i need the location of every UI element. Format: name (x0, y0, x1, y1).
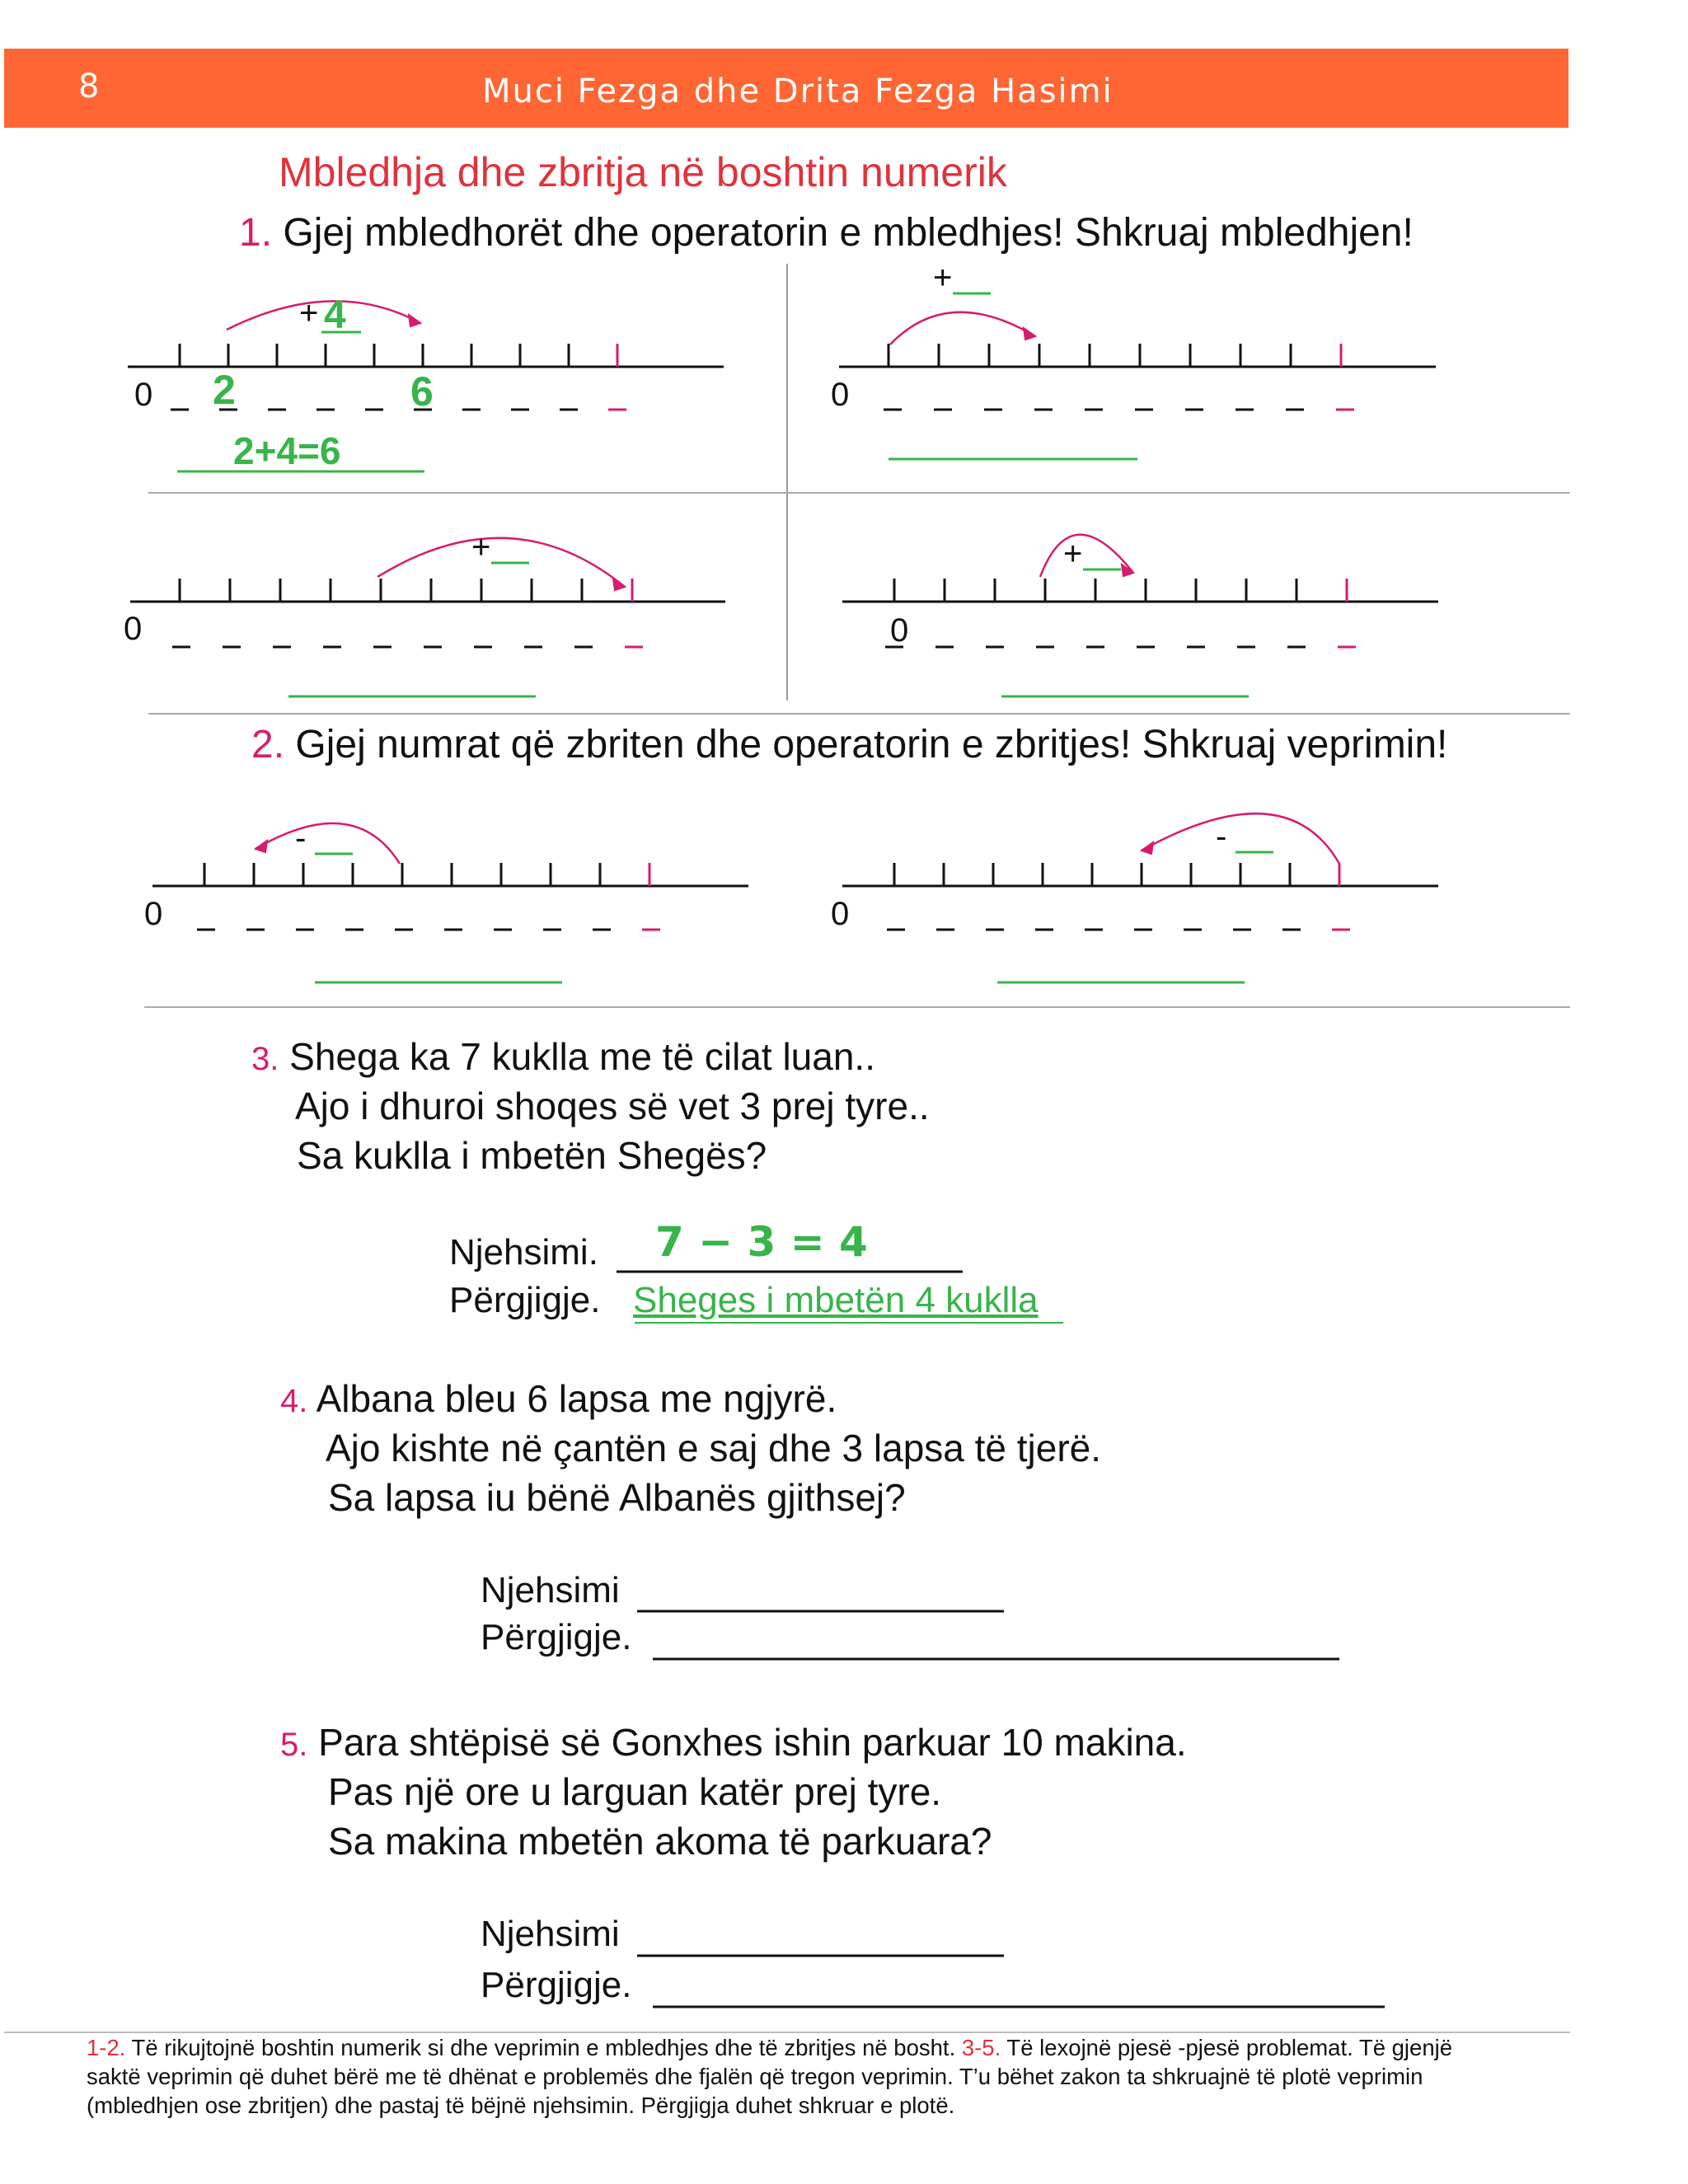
task-4-line-1 (280, 1376, 837, 1421)
plus-sign: + (1063, 536, 1083, 572)
arc-arrowhead (1024, 328, 1035, 340)
jump-arc (890, 312, 1035, 344)
minus-sign: - (1216, 818, 1227, 855)
plus-sign: + (471, 529, 491, 565)
zero-label: 0 (831, 377, 850, 413)
answer-label: Përgjigje. (481, 1965, 632, 2005)
answer-label: Përgjigje. (449, 1280, 601, 1320)
jump-arc (1142, 813, 1339, 864)
task-number: 1. (239, 211, 273, 255)
answer-label: Përgjigje. (481, 1617, 632, 1657)
zero-label: 0 (890, 612, 909, 649)
minus-sign: - (295, 820, 307, 856)
zero-label: 0 (124, 611, 143, 647)
task-3-line-3: Sa kuklla i mbetën Shegës? (297, 1134, 767, 1177)
jump-arc (256, 823, 400, 864)
equation-answer: 2+4=6 (233, 429, 341, 472)
note-text: Të rikujtojnë boshtin numerik si dhe veprimin e mbledhjes dhe të zbritjes në bosht. (125, 2035, 962, 2060)
task-text: Gjej numrat që zbriten dhe operatorin e zbritjes! Shkruaj veprimin! (284, 723, 1448, 766)
zero-label: 0 (144, 896, 163, 932)
teacher-note (87, 2033, 1488, 2120)
task-5-line-3: Sa makina mbetën akoma të parkuara? (328, 1820, 992, 1863)
addend-answer: 2 (213, 367, 236, 413)
plus-sign: + (299, 295, 319, 331)
problem-text: Albana bleu 6 lapsa me ngjyrë. (316, 1377, 837, 1420)
task-number: 4. (280, 1383, 308, 1419)
calc-label: Njehsimi (481, 1570, 620, 1610)
calc-label: Njehsimi. (449, 1232, 598, 1272)
task-4-line-2: Ajo kishte në çantën e saj dhe 3 lapsa të tjerë. (326, 1427, 1102, 1469)
task-number: 3. (251, 1041, 279, 1077)
arc-arrowhead (1142, 842, 1153, 854)
task-text: Gjej mbledhorët dhe operatorin e mbledhjes! Shkruaj mbledhjen! (272, 211, 1414, 255)
zero-label: 0 (134, 377, 153, 413)
problem-text: Para shtëpisë së Gonxhes ishin parkuar 10 makina. (318, 1721, 1187, 1764)
answer-text: Sheges i mbetën 4 kuklla (633, 1280, 1039, 1320)
task-3-line-2: Ajo i dhuroi shoqes së vet 3 prej tyre.. (295, 1085, 930, 1127)
calc-label: Njehsimi (481, 1914, 620, 1954)
problem-text: Shega ka 7 kuklla me të cilat luan.. (289, 1035, 875, 1078)
calc-answer: 7 − 3 = 4 (655, 1218, 868, 1266)
arc-arrowhead (409, 315, 420, 326)
note-ref: 3-5. (961, 2035, 1001, 2060)
page-number: 8 (78, 68, 100, 105)
plus-sign: + (933, 260, 953, 296)
task-3-line-1 (251, 1034, 875, 1079)
task-5-line-1 (280, 1720, 1187, 1765)
task-2-heading (251, 722, 1447, 767)
operand-answer: 4 (324, 293, 346, 337)
arc-arrowhead (256, 841, 267, 852)
task-number: 5. (280, 1727, 308, 1763)
note-ref: 1-2. (87, 2035, 126, 2060)
task-number: 2. (251, 723, 285, 766)
task-5-line-2: Pas një ore u larguan katër prej tyre. (328, 1770, 942, 1813)
header-title: Muci Fezga dhe Drita Fezga Hasimi (482, 73, 1114, 110)
zero-label: 0 (831, 896, 850, 932)
task-4-line-3: Sa lapsa iu bënë Albanës gjithsej? (328, 1476, 906, 1519)
page-title: Mbledhja dhe zbritja në boshtin numerik (279, 149, 1007, 195)
sum-answer: 6 (410, 368, 434, 415)
note-text: Të lexojnë pjesë -pjesë problemat. Të gjenjë saktë veprimin që duhet bërë me të dhënat e problemës dhe fjalën që tregon veprimin. T’u bëhet zakon ta shkruajnë të plotë veprimin (mbledhjen ose zbritjen) dhe pastaj të bëjnë njehsimin. Përgjigja duhet shkruar e plotë. (87, 2035, 1453, 2118)
